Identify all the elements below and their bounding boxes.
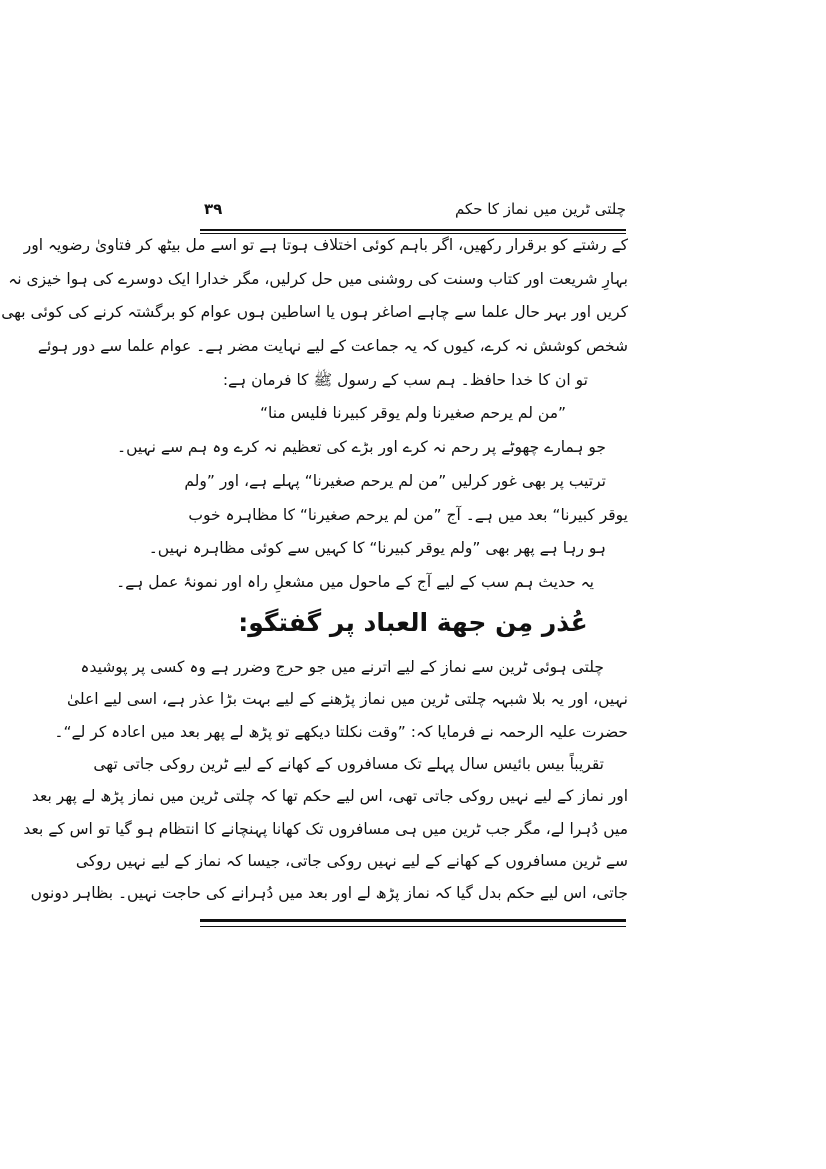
- text-line: اور نماز کے لیے نہیں روکی جاتی تھی، اس لیے حکم تھا کہ چلتی ٹرین میں نماز پڑھ لے پھر بعد: [31, 787, 628, 805]
- text-line: جاتی، اس لیے حکم بدل گیا کہ نماز پڑھ لے اور بعد میں دُہرانے کی حاجت نہیں۔ بظاہر دونوں: [30, 884, 628, 902]
- text-line: حضرت علیہ الرحمہ نے فرمایا کہ: ”وقت نکلتا دیکھے تو پڑھ لے پھر بعد میں اعادہ کر لے“۔: [54, 723, 628, 741]
- text-line: کے رشتے کو برقرار رکھیں، اگر باہم کوئی اختلاف ہوتا ہے تو اسے مل بیٹھ کر فتاویٰ رضویہ اور: [23, 236, 628, 254]
- text-line: میں دُہرا لے، مگر جب ٹرین میں ہی مسافروں تک کھانا پہنچانے کا انتظام ہو گیا تو اس کے بعد: [23, 820, 628, 838]
- text-line: تو ان کا خدا حافظ۔ ہم سب کے رسول ﷺ کا فرمان ہے:: [222, 371, 588, 389]
- text-line: ہو رہا ہے پھر بھی ”ولم یوقر کبیرنا“ کا کہیں سے کوئی مظاہرہ نہیں۔: [148, 539, 606, 557]
- text-line: ترتیب پر بھی غور کرلیں ”من لم یرحم صغیرنا“ پہلے ہے، اور ”ولم: [184, 472, 606, 490]
- text-line: کریں اور بہر حال علما سے چاہے اصاغر ہوں یا اساطین ہوں عوام کو برگشتہ کرنے کی کوئی بھی: [1, 303, 628, 321]
- text-line: چلتی ہوئی ٹرین سے نماز کے لیے اترنے میں جو حرج وضرر ہے وہ کسی پر پوشیدہ: [80, 658, 604, 676]
- hadith-translation: جو ہمارے چھوٹے پر رحم نہ کرے اور بڑے کی تعظیم نہ کرے وہ ہم سے نہیں۔: [117, 438, 606, 456]
- text-line: شخص کوشش نہ کرے، کیوں کہ یہ جماعت کے لیے نہایت مضر ہے۔ عوام علما سے دور ہوئے: [37, 337, 628, 355]
- text-line: یہ حدیث ہم سب کے لیے آج کے ماحول میں مشعلِ راہ اور نمونۂ عمل ہے۔: [116, 573, 594, 591]
- hadith-quote: ”من لم یرحم صغیرنا ولم یوقر کبیرنا فلیس منا“: [259, 404, 567, 422]
- section-heading: عُذر مِن جهة العباد پر گفتگو:: [238, 608, 588, 637]
- text-line: تقریباً بیس بائیس سال پہلے تک مسافروں کے کھانے کے لیے ٹرین روکی جاتی تھی: [93, 755, 604, 773]
- page-header: [200, 200, 626, 226]
- page-number: ۳۹: [204, 200, 223, 218]
- text-line: نہیں، اور یہ بلا شبہہ چلتی ٹرین میں نماز پڑھنے کے لیے بہت بڑا عذر ہے، اسی لیے اعلیٰ: [66, 690, 628, 708]
- text-line: یوقر کبیرنا“ بعد میں ہے۔ آج ”من لم یرحم صغیرنا“ کا مظاہرہ خوب: [188, 506, 628, 524]
- running-title: چلتی ٹرین میں نماز کا حکم: [454, 200, 626, 218]
- text-line: سے ٹرین مسافروں کے کھانے کے لیے نہیں روکی جاتی، جیسا کہ نماز کے لیے نہیں روکی: [75, 852, 628, 870]
- text-line: بہارِ شریعت اور کتاب وسنت کی روشنی میں حل کرلیں، مگر خدارا ایک دوسرے کی ہوا خیزی نہ: [8, 270, 628, 288]
- footer-double-rule: [200, 919, 626, 927]
